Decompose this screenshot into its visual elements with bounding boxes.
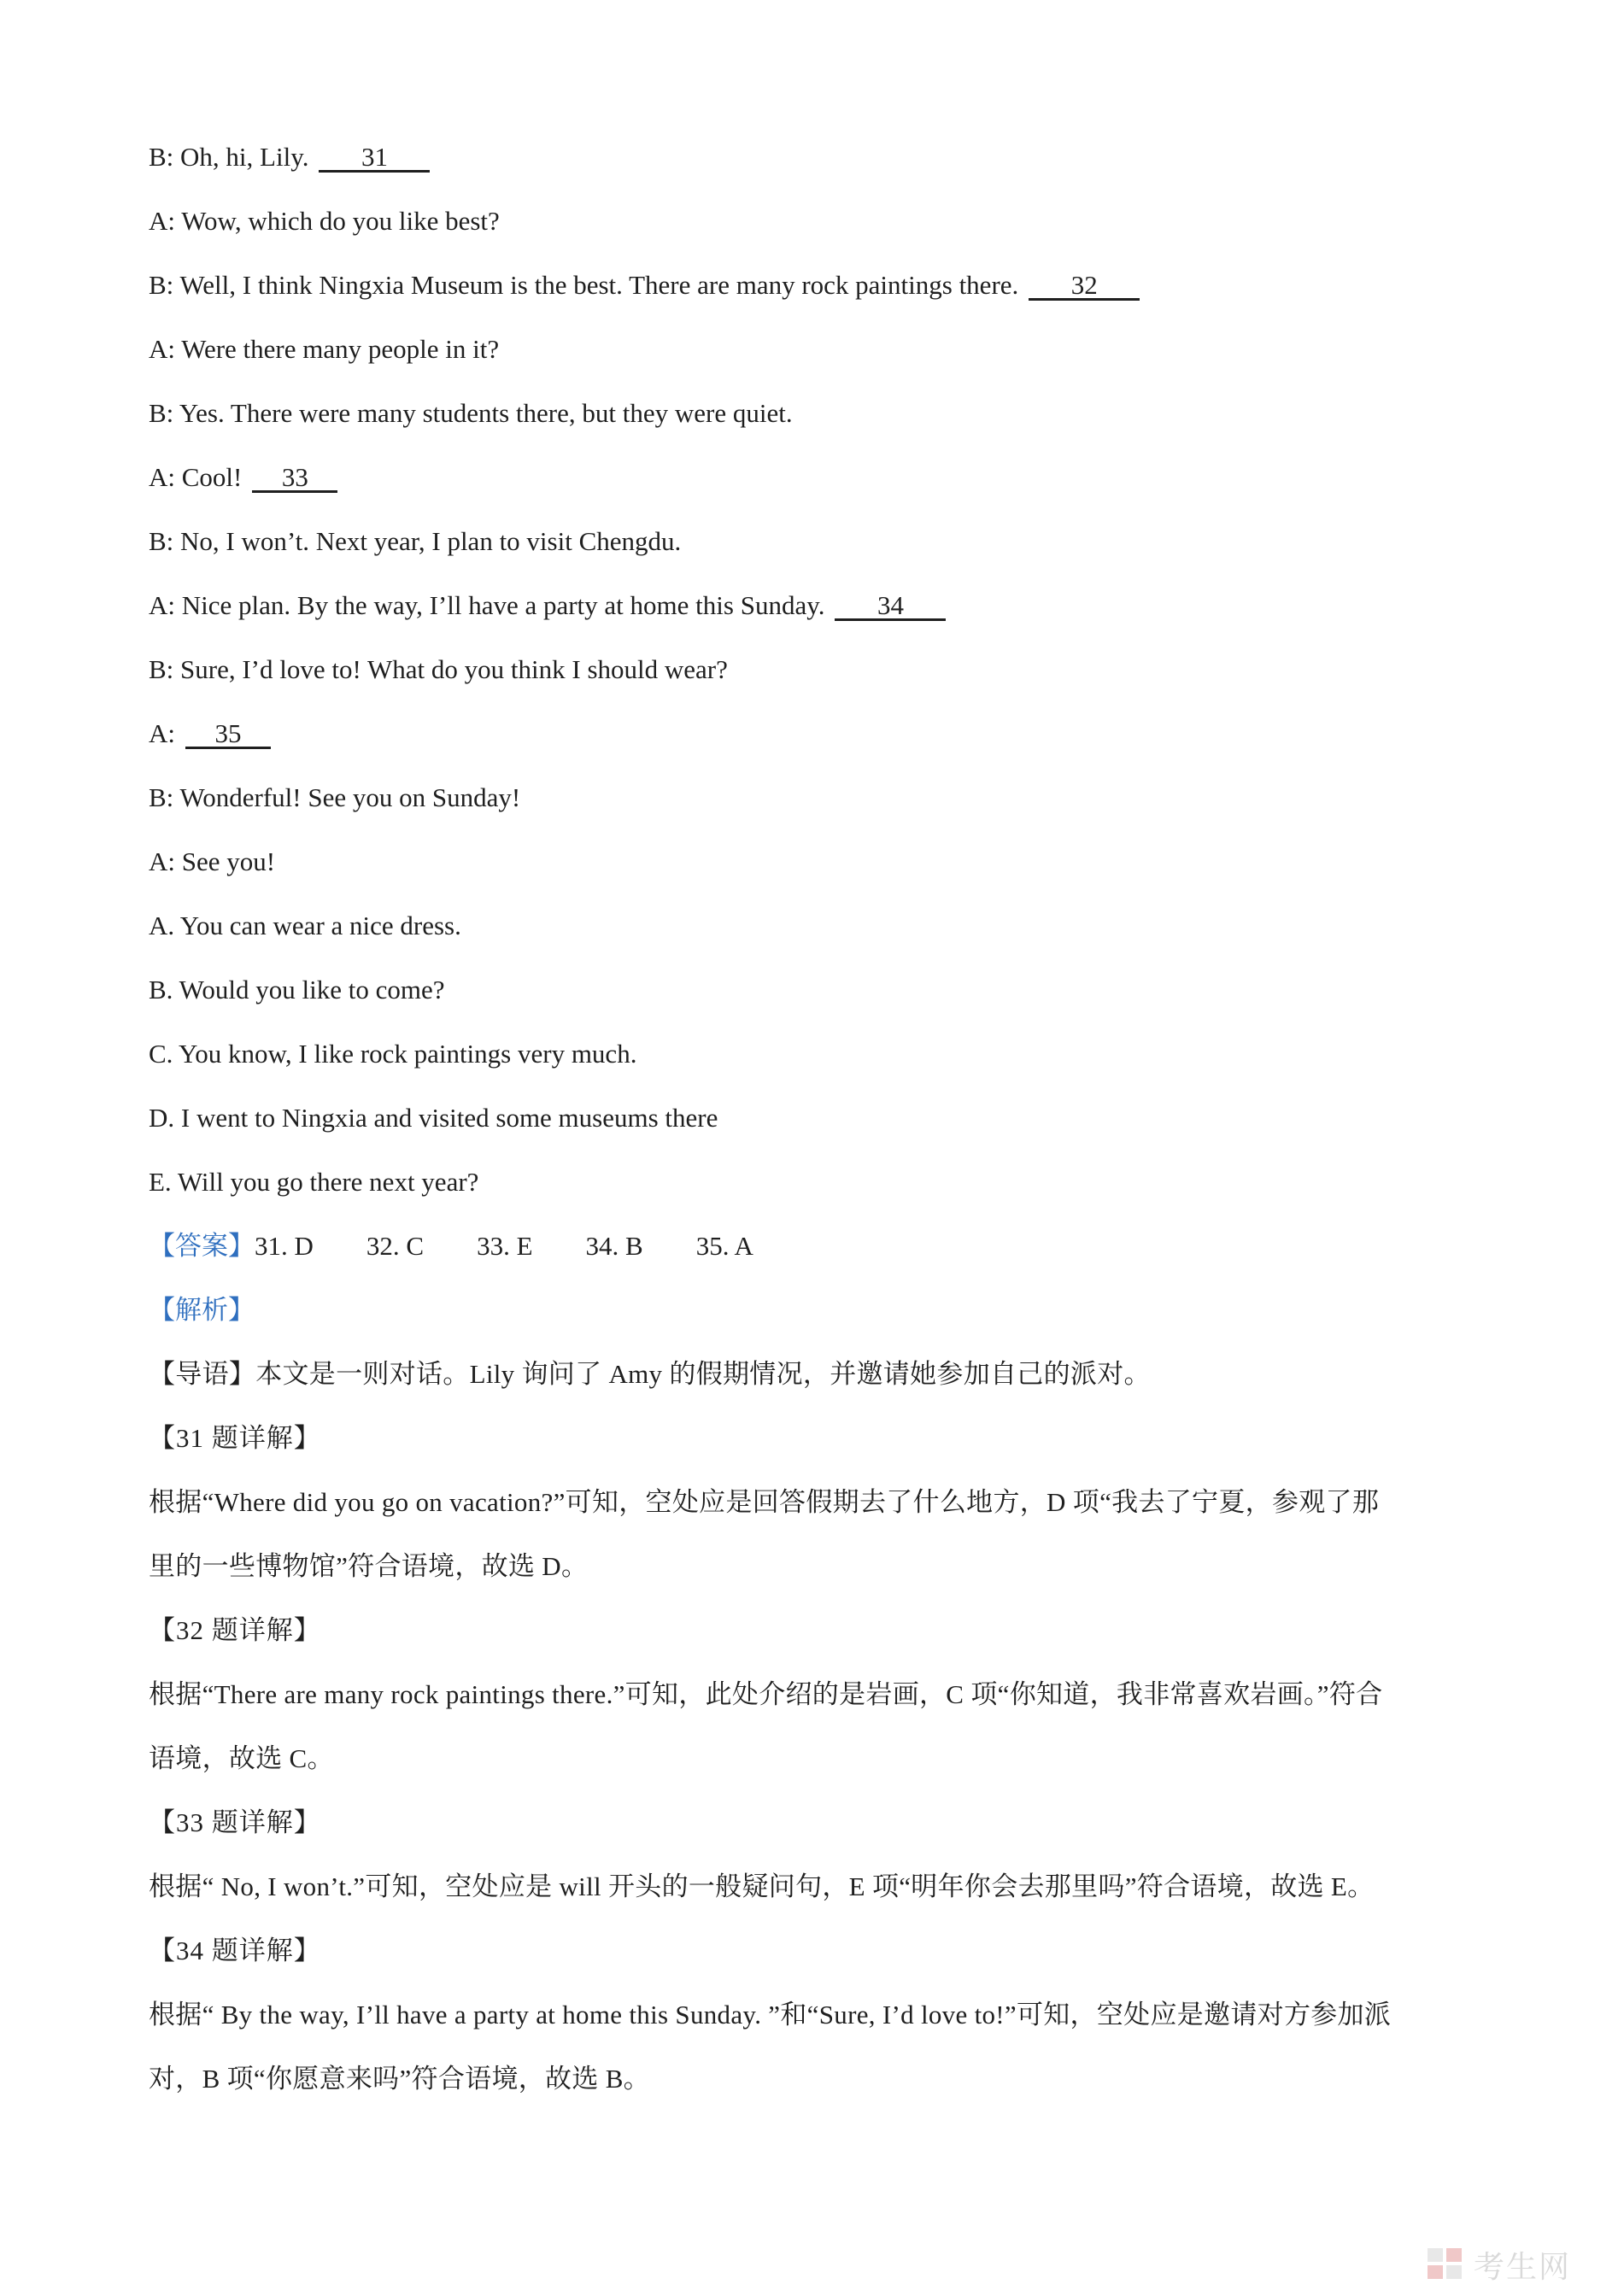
answer-blank-34: 34 [835, 593, 946, 621]
answer-item: 34. B [585, 1231, 643, 1261]
q34-explanation-line-2: 对，B 项“你愿意来吗”符合语境，故选 B。 [149, 2064, 650, 2094]
q31-explanation-line-2: 里的一些博物馆”符合语境，故选 D。 [149, 1551, 589, 1581]
dialogue-line-11 [149, 781, 520, 815]
answer-tag: 【答案】 [149, 1231, 255, 1261]
dialogue-line-7 [149, 524, 681, 559]
dialogue-line-9 [149, 653, 728, 687]
dialogue-text: A: Cool! [149, 462, 243, 492]
dialogue-line-1 [149, 140, 430, 174]
analysis-tag: 【解析】 [149, 1295, 255, 1325]
dialogue-line-4 [149, 332, 499, 366]
q34-explanation-line-1: 根据“ By the way, I’ll have a party at home this Sunday. ”和“Sure, I’d love to!”可知，空处应是邀请对方参加派 [149, 2000, 1392, 2030]
dialogue-line-8 [149, 589, 946, 623]
q34-title: 【34 题详解】 [149, 1936, 321, 1965]
q33-explanation-line-1: 根据“ No, I won’t.”可知，空处应是 will 开头的一般疑问句，E 项“明年你会去那里吗”符合语境，故选 E。 [149, 1871, 1375, 1901]
q31-explanation-line-1: 根据“Where did you go on vacation?”可知，空处应是回答假期去了什么地方，D 项“我去了宁夏，参观了那 [149, 1487, 1380, 1517]
dialogue-line-2 [149, 204, 500, 238]
answer-blank-33: 33 [252, 465, 337, 493]
analysis-heading [149, 1293, 255, 1327]
answer-item: 32. C [366, 1231, 425, 1261]
dialogue-text: A: Wow, which do you like best? [149, 206, 500, 236]
watermark-logo-icon [1426, 2246, 1463, 2281]
q31-title: 【31 题详解】 [149, 1423, 321, 1453]
analysis-intro: 【导语】本文是一则对话。Lily 询问了 Amy 的假期情况，并邀请她参加自己的派对。 [149, 1359, 1151, 1389]
answer-line [149, 1229, 806, 1263]
dialogue-line-10 [149, 717, 271, 751]
q32-title: 【32 题详解】 [149, 1615, 321, 1645]
answer-item: 31. D [255, 1231, 314, 1261]
answer-blank-31: 31 [319, 144, 430, 173]
dialogue-line-3 [149, 268, 1140, 302]
dialogue-line-12 [149, 845, 275, 879]
dialogue-line-6 [149, 460, 337, 495]
option-e: E. Will you go there next year? [149, 1167, 479, 1197]
dialogue-text: B: Oh, hi, Lily. [149, 142, 309, 172]
dialogue-text: B: Well, I think Ningxia Museum is the best. There are many rock paintings there. [149, 270, 1019, 300]
dialogue-text: A: Nice plan. By the way, I’ll have a party at home this Sunday. [149, 590, 825, 620]
answer-item: 33. E [477, 1231, 533, 1261]
watermark-text: 考生网 [1474, 2250, 1572, 2285]
q32-explanation-line-2: 语境，故选 C。 [149, 1743, 334, 1773]
option-a: A. You can wear a nice dress. [149, 911, 461, 940]
dialogue-text: B: Yes. There were many students there, but they were quiet. [149, 398, 793, 428]
answer-blank-35: 35 [185, 721, 271, 749]
option-d: D. I went to Ningxia and visited some museums there [149, 1103, 718, 1133]
dialogue-text: B: Wonderful! See you on Sunday! [149, 782, 521, 812]
q32-explanation-line-1: 根据“There are many rock paintings there.”可知，此处介绍的是岩画，C 项“你知道，我非常喜欢岩画。”符合 [149, 1679, 1383, 1709]
dialogue-text: B: Sure, I’d love to! What do you think I should wear? [149, 654, 728, 684]
dialogue-text: A: See you! [149, 846, 276, 876]
dialogue-text: A: [149, 718, 175, 748]
dialogue-text: A: Were there many people in it? [149, 334, 500, 364]
q33-title: 【33 题详解】 [149, 1807, 321, 1837]
dialogue-line-5 [149, 396, 793, 430]
answer-item: 35. A [695, 1231, 753, 1261]
answer-blank-32: 32 [1029, 272, 1140, 301]
option-c: C. You know, I like rock paintings very much. [149, 1039, 637, 1069]
dialogue-text: B: No, I won’t. Next year, I plan to visit Chengdu. [149, 526, 682, 556]
option-b: B. Would you like to come? [149, 975, 445, 1004]
watermark [1426, 2240, 1605, 2284]
